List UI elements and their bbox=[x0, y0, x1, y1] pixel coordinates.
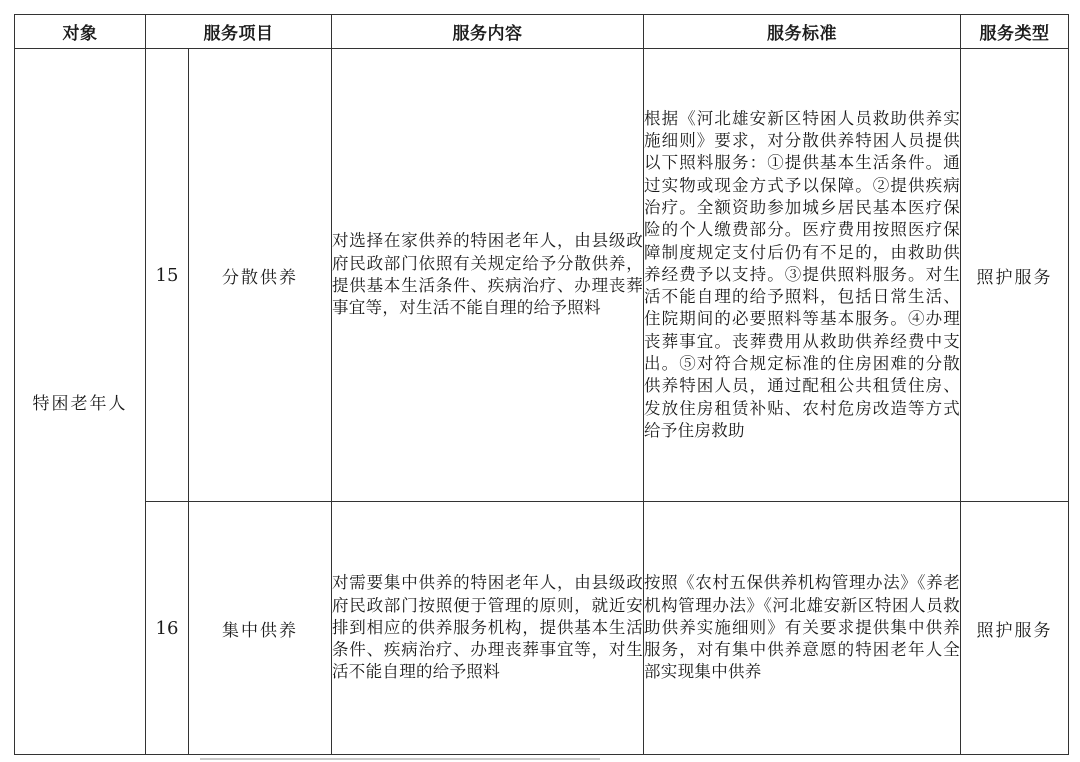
page-bottom-rule bbox=[200, 758, 600, 760]
header-service-type: 服务类型 bbox=[961, 15, 1069, 49]
table-header-row bbox=[15, 15, 1069, 49]
header-service-content: 服务内容 bbox=[332, 15, 644, 49]
service-item: 分散供养 bbox=[189, 49, 332, 502]
header-service-item: 服务项目 bbox=[146, 15, 332, 49]
service-type: 照护服务 bbox=[961, 502, 1069, 755]
service-content: 对选择在家供养的特困老年人，由县级政府民政部门依照有关规定给予分散供养，提供基本生活条件、疾病治疗、办理丧葬事宜等，对生活不能自理的给予照料 bbox=[332, 49, 644, 502]
header-service-standard: 服务标准 bbox=[644, 15, 961, 49]
service-standard: 按照《农村五保供养机构管理办法》《养老机构管理办法》《河北雄安新区特困人员救助供养实施细则》有关要求提供集中供养服务，对有集中供养意愿的特困老年人全部实现集中供养 bbox=[644, 502, 961, 755]
service-content: 对需要集中供养的特困老年人，由县级政府民政部门按照便于管理的原则，就近安排到相应的供养服务机构，提供基本生活条件、疾病治疗、办理丧葬事宜等，对生活不能自理的给予照料 bbox=[332, 502, 644, 755]
service-table bbox=[14, 14, 1069, 755]
table-row bbox=[15, 49, 1069, 502]
service-standard: 根据《河北雄安新区特困人员救助供养实施细则》要求，对分散供养特困人员提供以下照料服务：①提供基本生活条件。通过实物或现金方式予以保障。②提供疾病治疗。全额资助参加城乡居民基本医疗保险的个人缴费部分。医疗费用按照医疗保障制度规定支付后仍有不足的，由救助供养经费予以支持。③提供照料服务。对生活不能自理的给予照料，包括日常生活、住院期间的必要照料等基本服务。④办理丧葬事宜。丧葬费用从救助供养经费中支出。⑤对符合规定标准的住房困难的分散供养特困人员，通过配租公共租赁住房、发放住房租赁补贴、农村危房改造等方式给予住房救助 bbox=[644, 49, 961, 502]
service-type: 照护服务 bbox=[961, 49, 1069, 502]
object-cell: 特困老年人 bbox=[15, 49, 146, 755]
header-object: 对象 bbox=[15, 15, 146, 49]
service-item: 集中供养 bbox=[189, 502, 332, 755]
service-table-page bbox=[14, 14, 1068, 756]
row-number: 15 bbox=[146, 49, 189, 502]
table-row bbox=[15, 502, 1069, 755]
row-number: 16 bbox=[146, 502, 189, 755]
